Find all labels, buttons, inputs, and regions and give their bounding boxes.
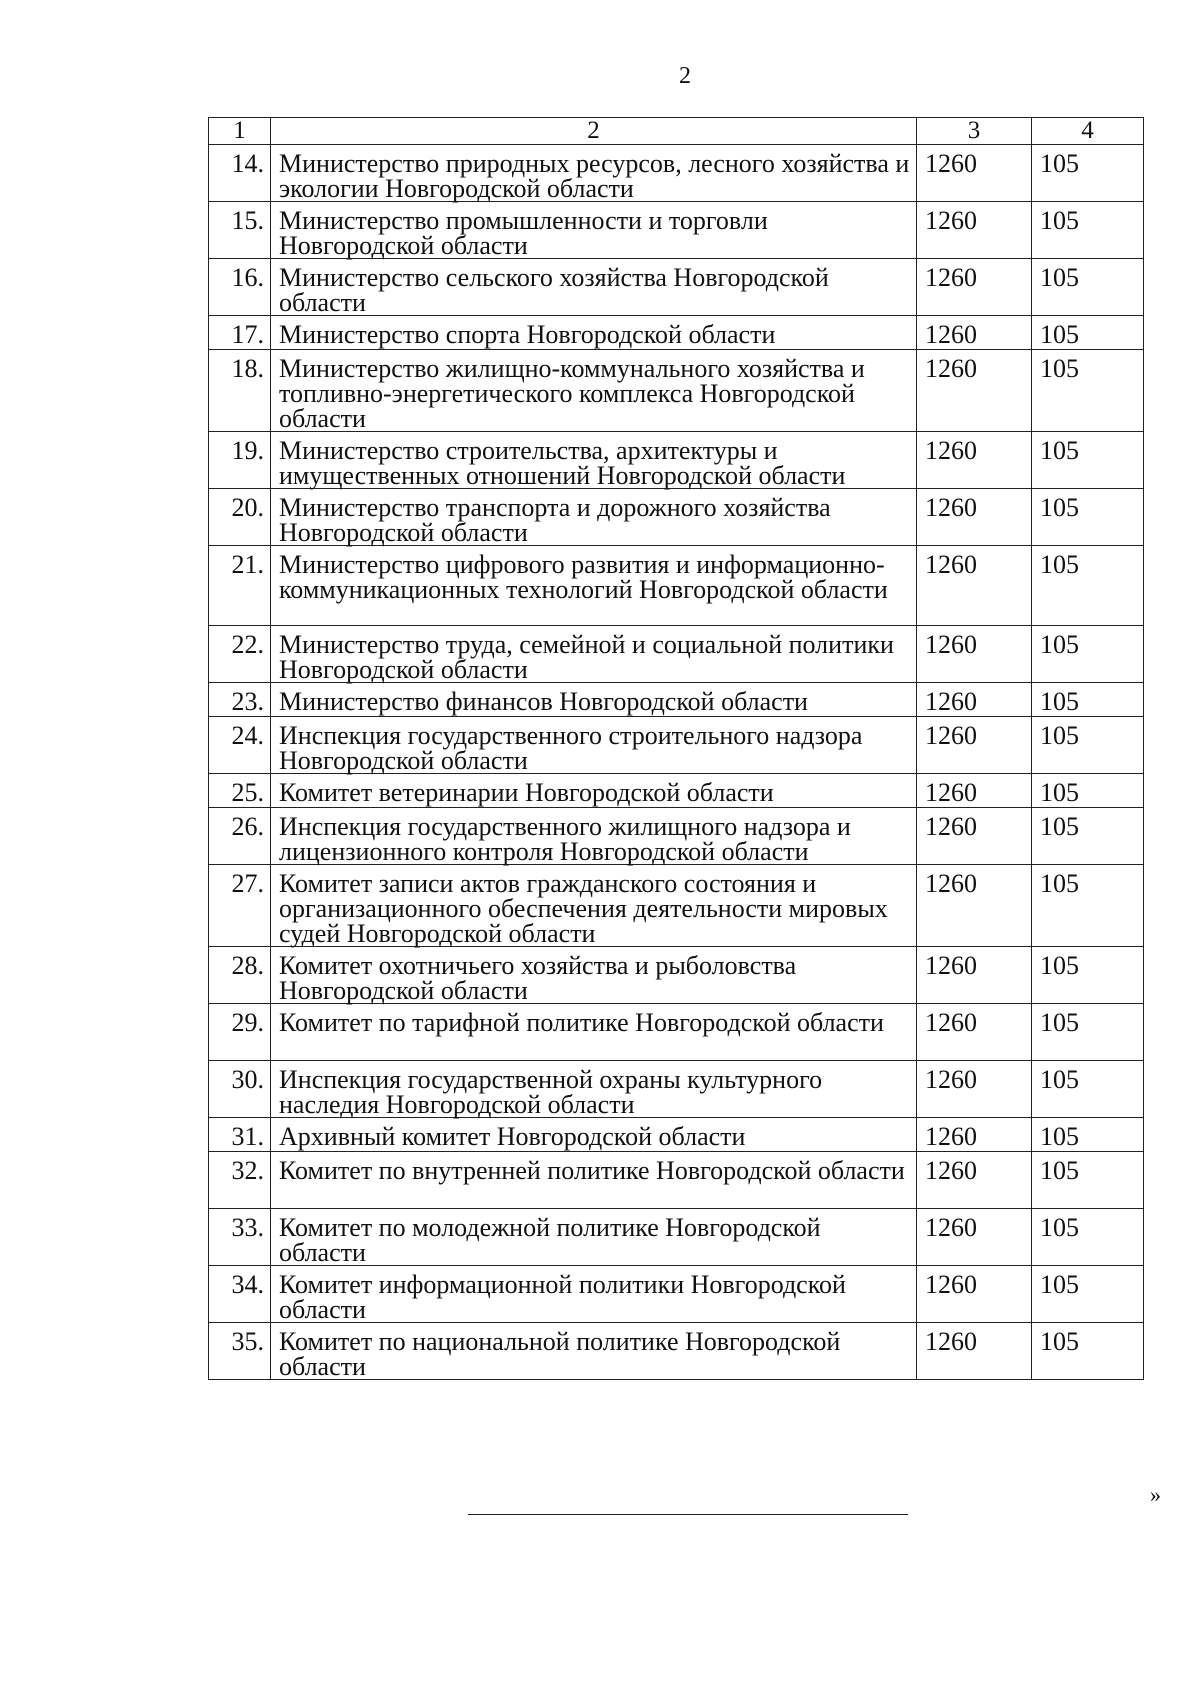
row-number: 14. [209,145,271,202]
row-number: 19. [209,432,271,489]
column-4-value: 105 [1032,626,1144,683]
table-row [209,1004,1144,1061]
column-header-1: 1 [209,118,271,145]
column-3-value: 1260 [917,350,1032,432]
row-number: 32. [209,1152,271,1209]
organization-name: Министерство финансов Новгородской области [271,683,917,717]
column-header-4: 4 [1032,118,1144,145]
column-3-value: 1260 [917,626,1032,683]
organization-name: Министерство труда, семейной и социальной политики Новгородской области [271,626,917,683]
column-3-value: 1260 [917,1061,1032,1118]
row-number: 33. [209,1209,271,1266]
row-number: 27. [209,865,271,947]
column-3-value: 1260 [917,1323,1032,1380]
table-row [209,316,1144,350]
column-3-value: 1260 [917,1266,1032,1323]
column-3-value: 1260 [917,145,1032,202]
organization-name: Комитет по тарифной политике Новгородской области [271,1004,917,1061]
table-row [209,546,1144,626]
table-row [209,626,1144,683]
column-4-value: 105 [1032,1004,1144,1061]
column-3-value: 1260 [917,1118,1032,1152]
organization-name: Комитет по молодежной политике Новгородской области [271,1209,917,1266]
row-number: 23. [209,683,271,717]
column-4-value: 105 [1032,774,1144,808]
column-3-value: 1260 [917,489,1032,546]
column-4-value: 105 [1032,1061,1144,1118]
organization-name: Комитет ветеринарии Новгородской области [271,774,917,808]
organization-name: Министерство спорта Новгородской области [271,316,917,350]
row-number: 21. [209,546,271,626]
table-row [209,808,1144,865]
row-number: 30. [209,1061,271,1118]
column-3-value: 1260 [917,947,1032,1004]
column-3-value: 1260 [917,259,1032,316]
column-4-value: 105 [1032,1323,1144,1380]
column-4-value: 105 [1032,1152,1144,1209]
column-3-value: 1260 [917,1152,1032,1209]
column-3-value: 1260 [917,1004,1032,1061]
column-4-value: 105 [1032,145,1144,202]
organization-name: Комитет записи актов гражданского состояния и организационного обеспечения деятельности мировых судей Новгородской области [271,865,917,947]
column-4-value: 105 [1032,865,1144,947]
organization-name: Министерство цифрового развития и информационно-коммуникационных технологий Новгородской области [271,546,917,626]
column-3-value: 1260 [917,865,1032,947]
column-3-value: 1260 [917,316,1032,350]
table-row [209,683,1144,717]
column-4-value: 105 [1032,489,1144,546]
column-4-value: 105 [1032,1266,1144,1323]
column-3-value: 1260 [917,1209,1032,1266]
row-number: 35. [209,1323,271,1380]
column-3-value: 1260 [917,774,1032,808]
organization-name: Министерство жилищно-коммунального хозяйства и топливно-энергетического комплекса Новгородской области [271,350,917,432]
table-row [209,1152,1144,1209]
closing-quote-mark: » [1150,1482,1161,1507]
row-number: 20. [209,489,271,546]
table-row [209,774,1144,808]
table-row [209,1118,1144,1152]
row-number: 26. [209,808,271,865]
column-3-value: 1260 [917,717,1032,774]
row-number: 16. [209,259,271,316]
row-number: 31. [209,1118,271,1152]
column-header-2: 2 [271,118,917,145]
organization-name: Министерство природных ресурсов, лесного хозяйства и экологии Новгородской области [271,145,917,202]
column-4-value: 105 [1032,808,1144,865]
column-3-value: 1260 [917,546,1032,626]
column-4-value: 105 [1032,717,1144,774]
organization-name: Комитет по национальной политике Новгородской области [271,1323,917,1380]
column-4-value: 105 [1032,432,1144,489]
organization-name: Комитет по внутренней политике Новгородской области [271,1152,917,1209]
column-4-value: 105 [1032,683,1144,717]
row-number: 34. [209,1266,271,1323]
table-row [209,717,1144,774]
organization-name: Инспекция государственного строительного надзора Новгородской области [271,717,917,774]
column-4-value: 105 [1032,947,1144,1004]
table-row [209,145,1144,202]
column-4-value: 105 [1032,350,1144,432]
table-row [209,432,1144,489]
column-4-value: 105 [1032,546,1144,626]
column-4-value: 105 [1032,1209,1144,1266]
table-row [209,1323,1144,1380]
table-row [209,1061,1144,1118]
allocation-table [208,117,1144,1380]
column-4-value: 105 [1032,1118,1144,1152]
row-number: 18. [209,350,271,432]
page-number: 2 [679,63,691,89]
row-number: 22. [209,626,271,683]
column-3-value: 1260 [917,683,1032,717]
organization-name: Архивный комитет Новгородской области [271,1118,917,1152]
column-3-value: 1260 [917,432,1032,489]
row-number: 29. [209,1004,271,1061]
column-3-value: 1260 [917,808,1032,865]
table-row [209,947,1144,1004]
table-row [209,489,1144,546]
row-number: 25. [209,774,271,808]
row-number: 24. [209,717,271,774]
table-row [209,1266,1144,1323]
table-row [209,259,1144,316]
organization-name: Министерство транспорта и дорожного хозяйства Новгородской области [271,489,917,546]
organization-name: Комитет информационной политики Новгородской области [271,1266,917,1323]
column-4-value: 105 [1032,259,1144,316]
table-row [209,865,1144,947]
organization-name: Инспекция государственной охраны культурного наследия Новгородской области [271,1061,917,1118]
organization-name: Комитет охотничьего хозяйства и рыболовства Новгородской области [271,947,917,1004]
organization-name: Министерство промышленности и торговли Новгородской области [271,202,917,259]
column-header-3: 3 [917,118,1032,145]
column-3-value: 1260 [917,202,1032,259]
table-row [209,202,1144,259]
table-row [209,1209,1144,1266]
row-number: 28. [209,947,271,1004]
table-header-row [209,118,1144,145]
column-4-value: 105 [1032,202,1144,259]
row-number: 15. [209,202,271,259]
organization-name: Министерство строительства, архитектуры и имущественных отношений Новгородской области [271,432,917,489]
column-4-value: 105 [1032,316,1144,350]
row-number: 17. [209,316,271,350]
table-row [209,350,1144,432]
organization-name: Инспекция государственного жилищного надзора и лицензионного контроля Новгородской области [271,808,917,865]
organization-name: Министерство сельского хозяйства Новгородской области [271,259,917,316]
end-divider-line [468,1514,908,1515]
